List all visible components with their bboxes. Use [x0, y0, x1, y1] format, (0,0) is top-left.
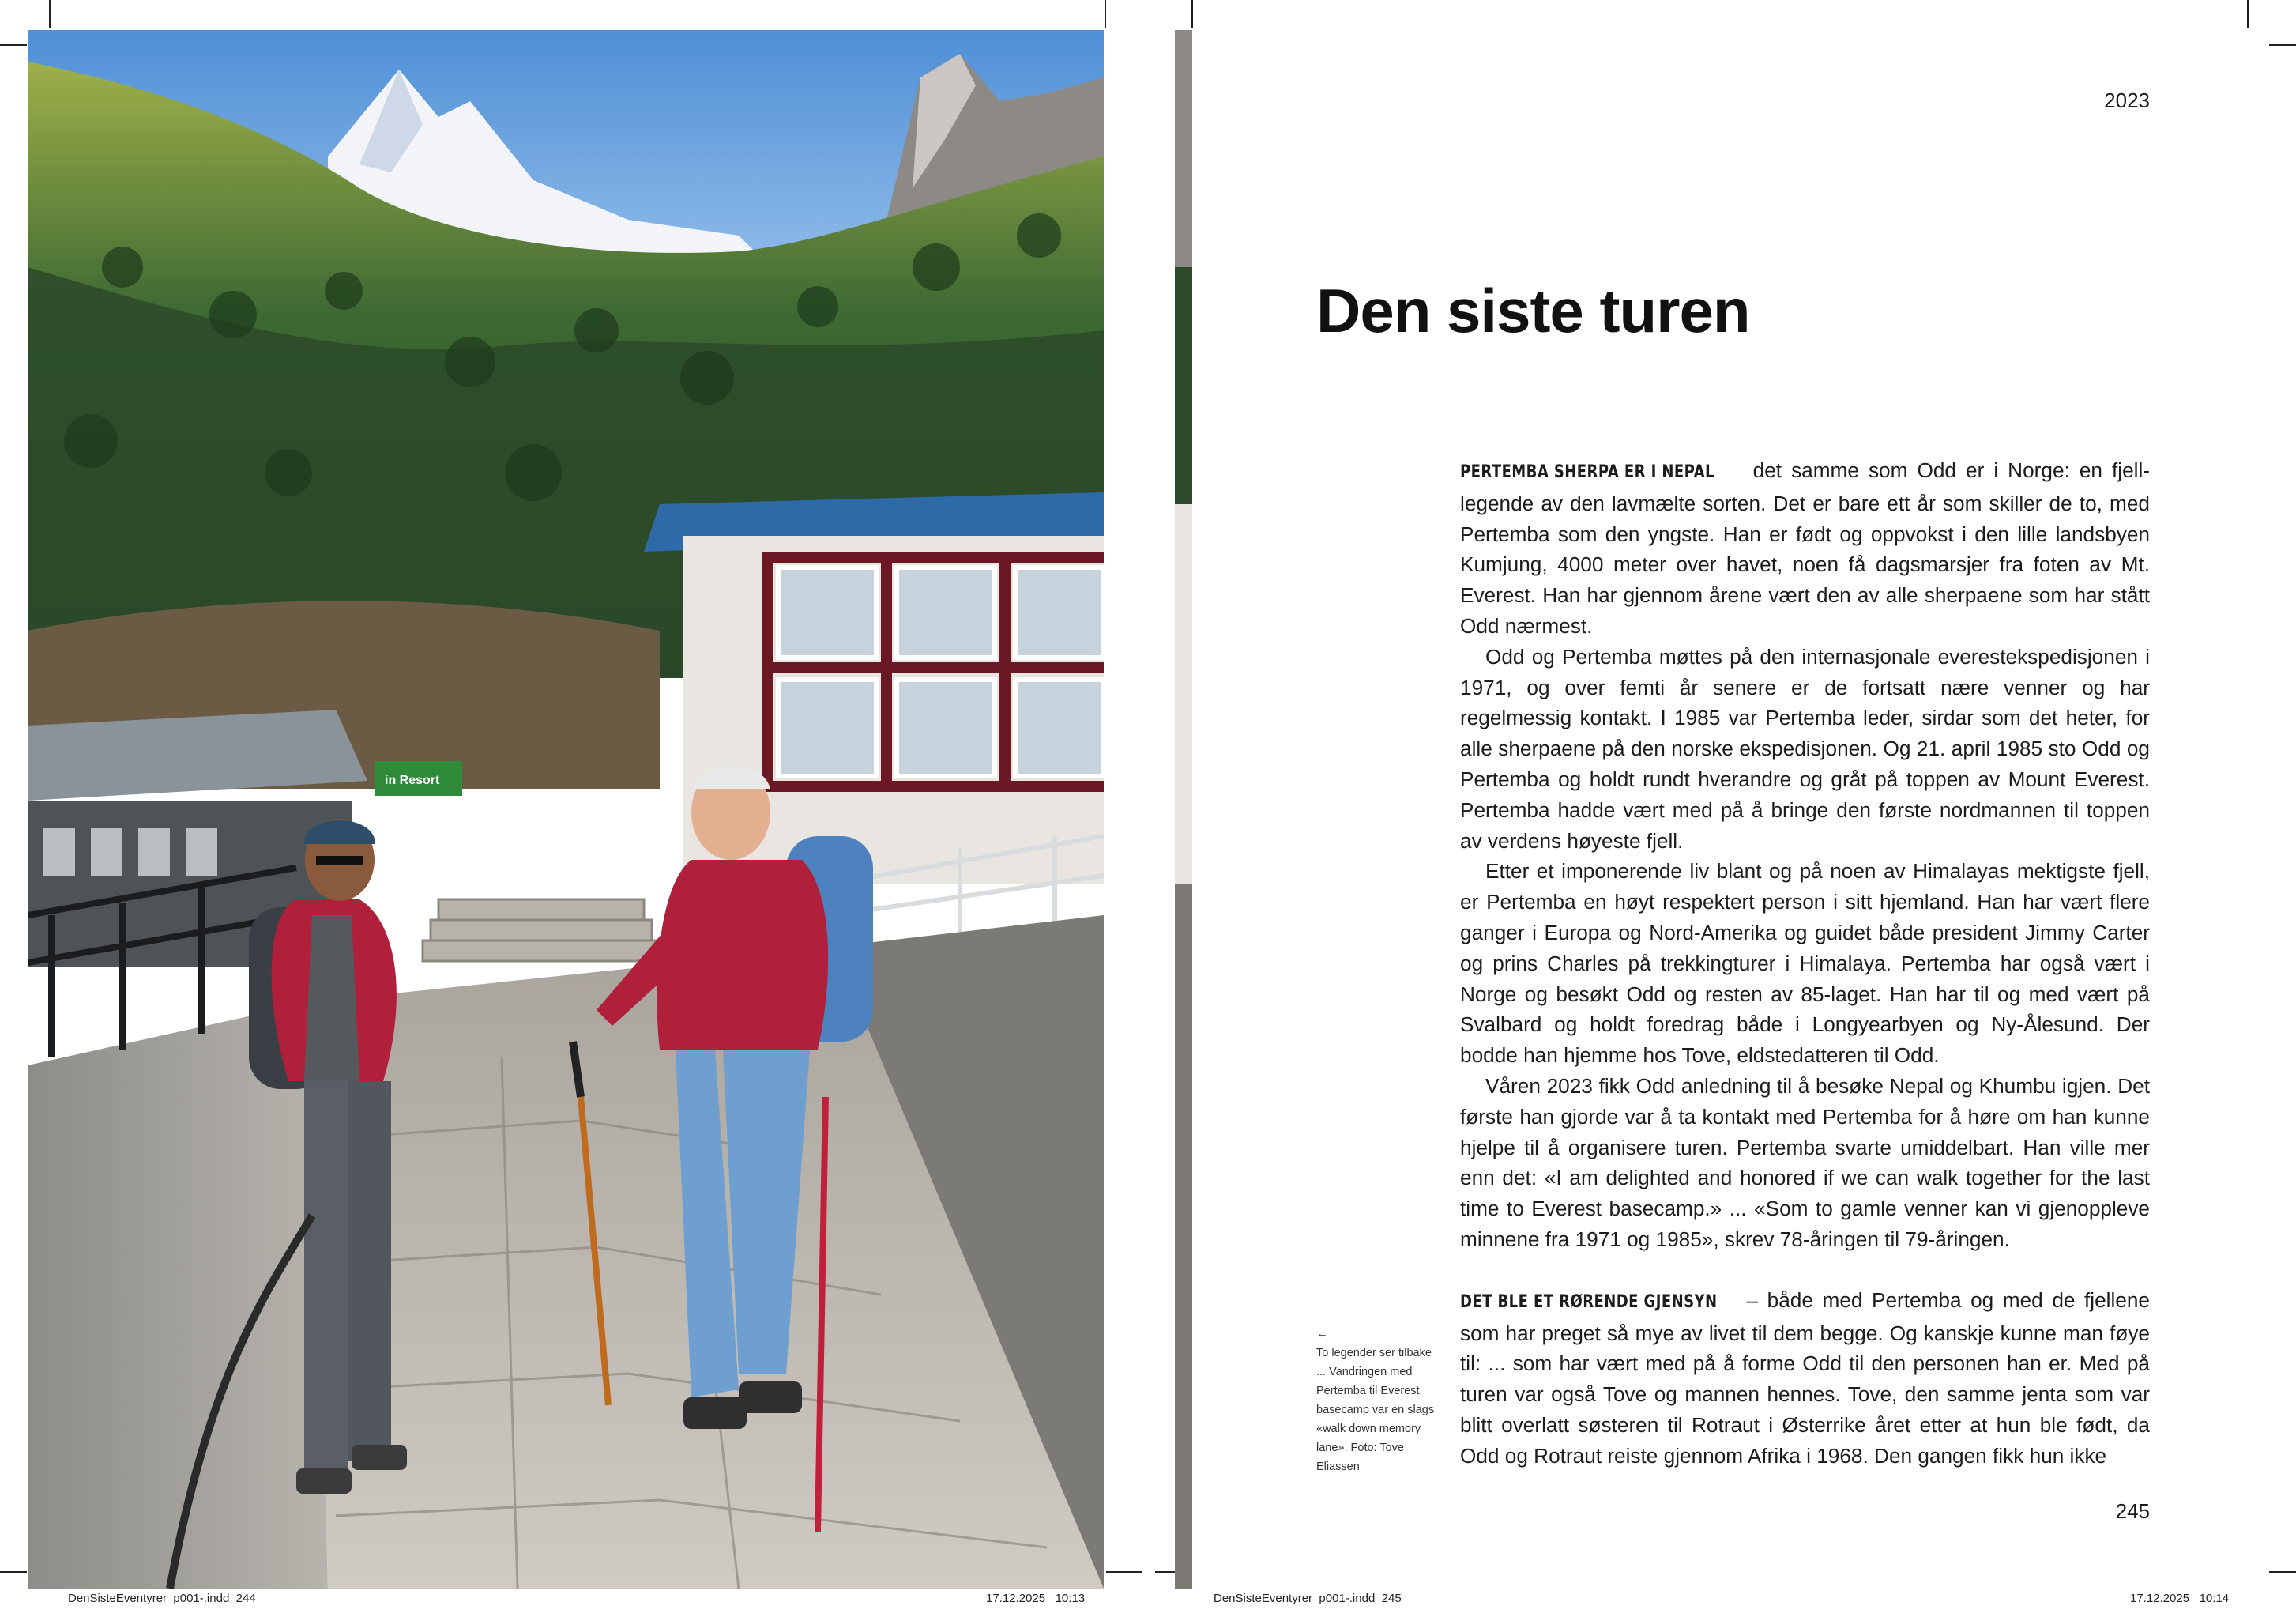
running-head-year: 2023 [2104, 89, 2150, 112]
crop-mark [0, 1571, 27, 1573]
crop-mark [2269, 1571, 2296, 1573]
slug-date-right [2130, 1592, 2229, 1605]
paragraph-text: det samme som Odd er i Norge: en fjell-legende av den lavmælte sorten. Det er bare ett år som skiller de to, med Pertemba som den yngste. Han er født og oppvokst i den lille landsbyen Kumjung, 4000 meter over havet, noen få dagsmarsjer fra foten av Mt. Everest. Han har gjennom årene vært den av alle sherpaene som har stått Odd nærmest. [1460, 458, 2151, 638]
crop-mark [49, 0, 51, 28]
photo-sign-text: in Resort [385, 774, 440, 787]
slug-page-number: 245 [1381, 1592, 1402, 1605]
section-lead-in: PERTEMBA SHERPA ER I NEPAL [1460, 462, 1714, 482]
photo-bleed-illustration [1175, 30, 1192, 1589]
caption-text: To legender ser tilbake ... Vandringen med Pertemba til Everest basecamp var en slags «walk down memory lane». Foto: Tove Eliassen [1316, 1347, 1435, 1473]
crop-mark [1191, 0, 1193, 28]
slug-time: 10:14 [2199, 1592, 2230, 1605]
trekking-photo [28, 30, 1104, 1589]
paragraph: Våren 2023 fikk Odd anledning til å besøke Nepal og Khumbu igjen. Det første han gjorde var å ta kontakt med Pertemba for å høre om han kunne hjelpe til å organisere turen. Pertemba svarte umiddelbart. Han ville mer enn det: «I am delighted and honored if we can walk together for the last time to Everest basecamp.» ... «Som to gamle venner kan vi gjenoppleve minnene fra 1971 og 1985», skrev 78-åringen til 79-åringen. [1460, 1073, 2150, 1251]
crop-mark [2247, 0, 2249, 28]
slug-date: 17.12.2025 [986, 1592, 1046, 1605]
paragraph: Etter et imponerende liv blant og på noen av Himalayas mektigste fjell, er Pertemba en høyt respektert person i sitt hjemland. Han har vært flere ganger i Europa og Nord-Amerika og guidet både president Jimmy Carter og prins Charles på trekkingturer i Himalaya. Pertemba har også vært i Norge og besøkt Odd og resten av 85-laget. Han har til og med vært på Svalbard og holdt foredrag både i Longyearbyen og Ny-Ålesund. Der bodde han hjemme hos Tove, eldstedatteren til Odd. [1460, 859, 2150, 1068]
section-lead-in: DET BLE ET RØRENDE GJENSYN [1460, 1291, 1718, 1312]
photo-caption [1316, 1325, 1435, 1476]
slug-time: 10:13 [1055, 1592, 1086, 1605]
slug-date-left [986, 1592, 1085, 1605]
slug-filename: DenSisteEventyrer_p001-.indd [1214, 1592, 1376, 1605]
paragraph: Odd og Pertemba møttes på den internasjonale everestekspedisjonen i 1971, og over femti år senere er de fortsatt nære venner og har regelmessig kontakt. I 1985 var Pertemba leder, sirdar som det heter, for alle sherpaene på den norske ekspedisjonen. Og 21. april 1985 sto Odd og Pertemba og holdt rundt hverandre og gråt på toppen av Mount Everest. Pertemba hadde vært med på å bringe den første nordmannen til toppen av verdens høyeste fjell. [1460, 644, 2150, 853]
slug-page-number: 244 [235, 1592, 256, 1605]
paragraph [1460, 455, 2150, 642]
paragraph-text: – både med Pertemba og med de fjellene som har preget så mye av livet til dem begge. Og kanskje kunne man føye til: ... som har vært med på å forme Odd til den personen han er. Med på turen var også Tove og mannen hennes. Tove, den samme jenta som var blitt overlatt søsteren til Rotraut i Østerrike året etter at hun ble født, da Odd og Rotraut reiste gjennom Afrika i 1968. Den gangen fikk hun ikke [1460, 1287, 2150, 1468]
slug-file-right [1214, 1592, 1402, 1605]
left-arrow-icon: ← [1316, 1327, 1328, 1340]
crop-mark [2269, 44, 2296, 46]
photo-bleed [1175, 30, 1192, 1589]
chapter-title: Den siste turen [1316, 276, 1750, 345]
paragraph [1460, 1285, 2150, 1472]
slug-filename: DenSisteEventyrer_p001-.indd [68, 1592, 230, 1605]
crop-mark [0, 44, 27, 46]
slug-file-left [68, 1592, 256, 1605]
crop-mark [1105, 0, 1106, 28]
body-text [1460, 455, 2150, 1472]
photo-illustration [28, 30, 1104, 1589]
page-number: 245 [2115, 1499, 2150, 1523]
slug-date: 17.12.2025 [2130, 1592, 2190, 1605]
crop-mark [1106, 1571, 1142, 1573]
